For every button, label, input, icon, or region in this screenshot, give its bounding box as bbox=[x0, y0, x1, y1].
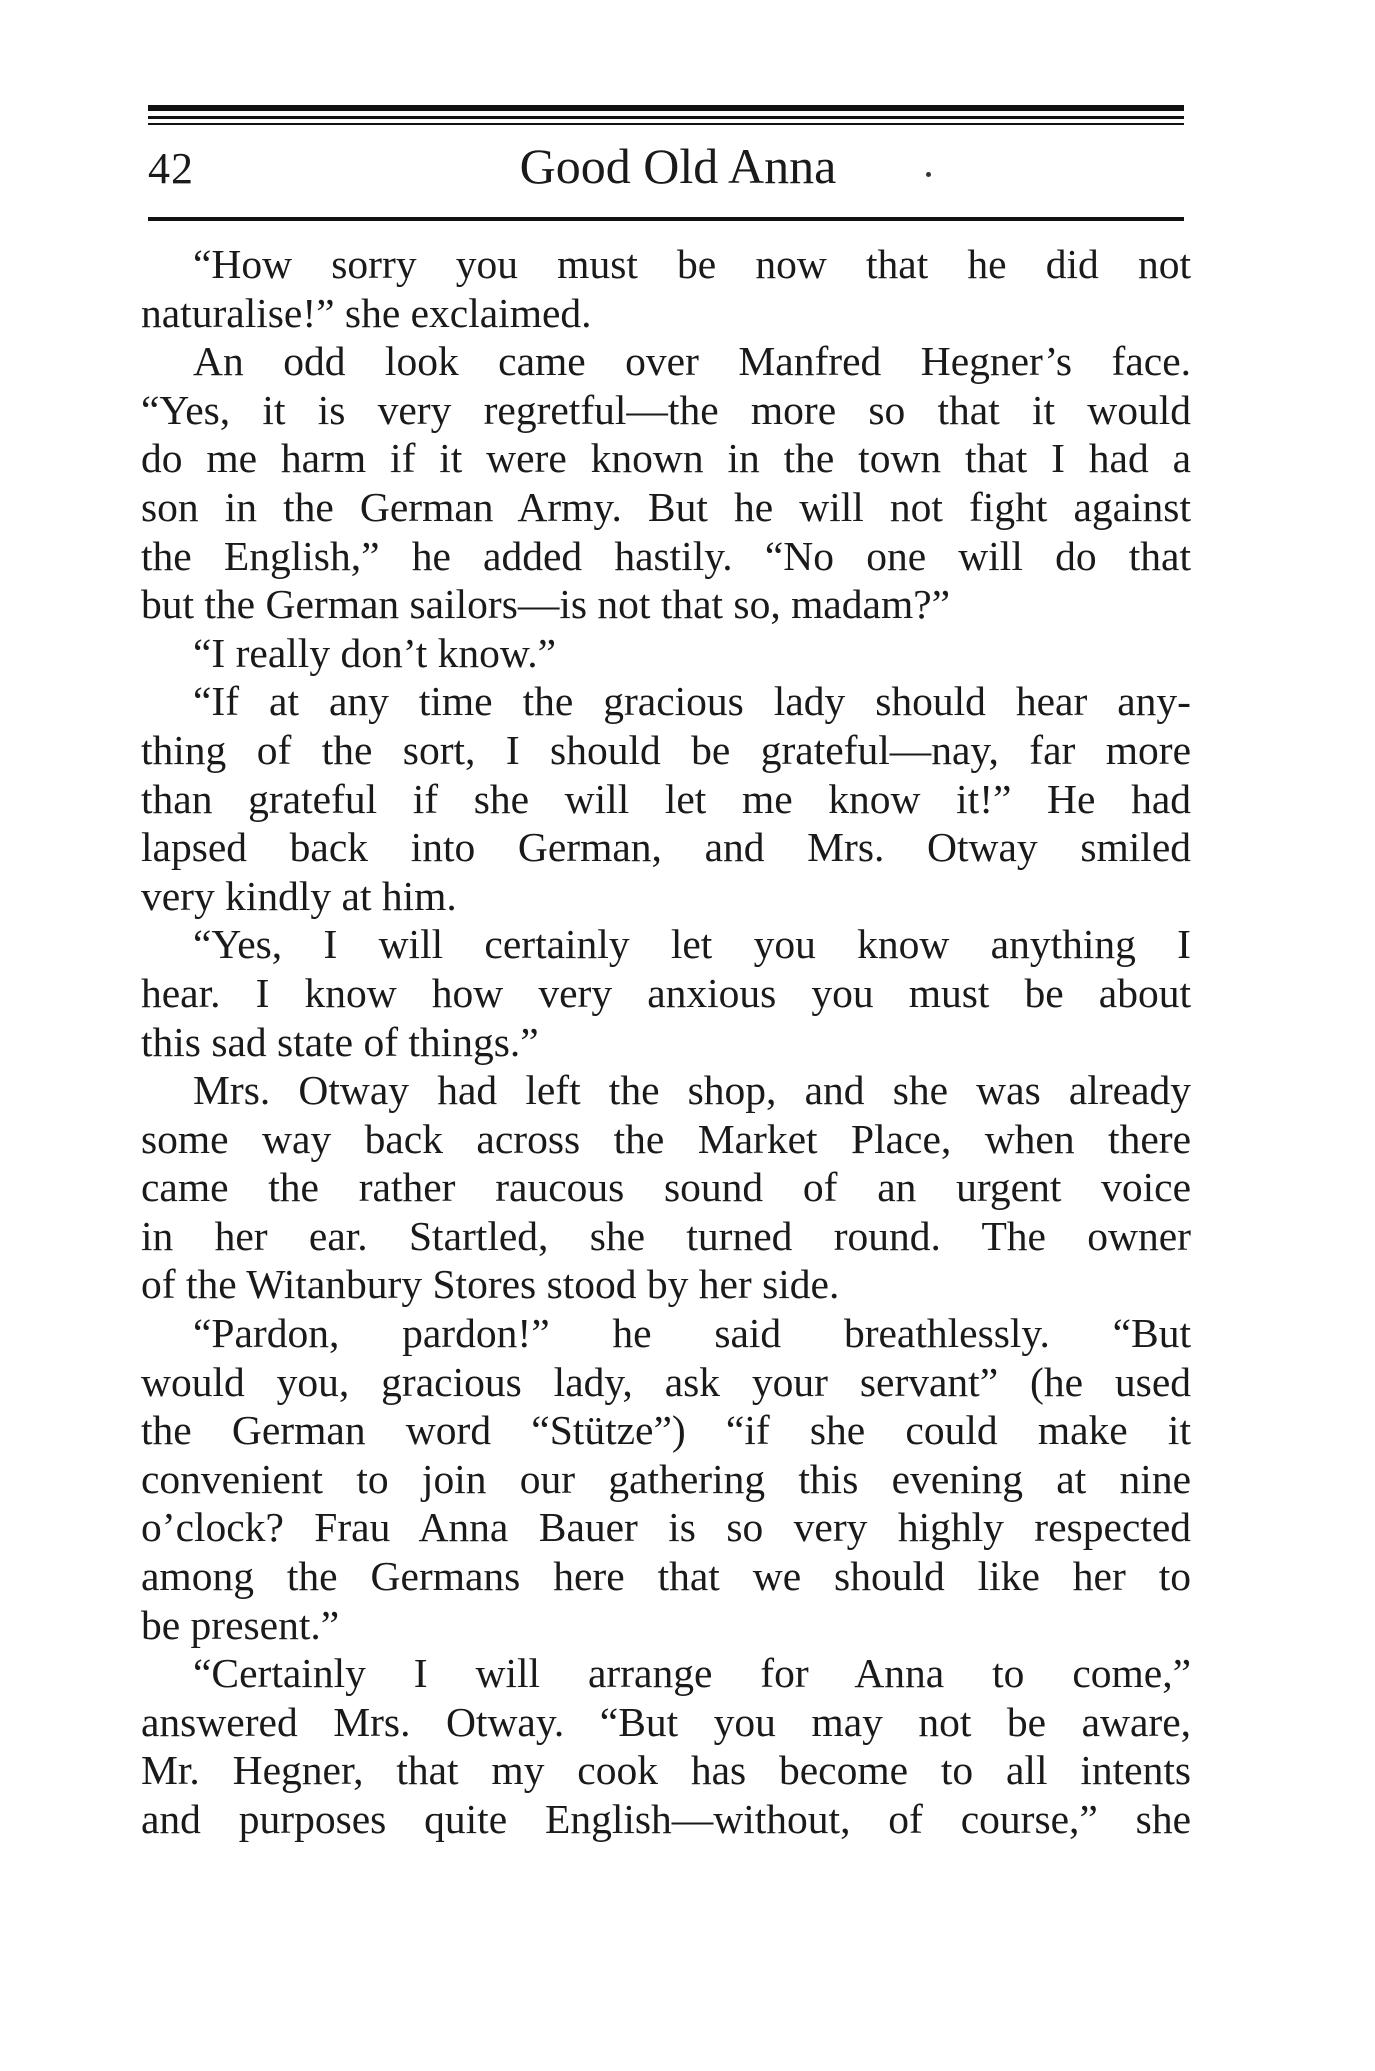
text-line: answered Mrs. Otway. “But you may not be aware, bbox=[141, 1698, 1191, 1745]
text-line: came the rather raucous sound of an urgent voice bbox=[141, 1164, 1191, 1211]
text-line: this sad state of things.” bbox=[141, 1018, 539, 1065]
body-text bbox=[141, 240, 1191, 1844]
printing-speck bbox=[926, 172, 931, 177]
header-rule-thin bbox=[148, 123, 1184, 125]
text-line: thing of the sort, I should be grateful—nay, far more bbox=[141, 726, 1191, 773]
text-line: “Yes, it is very regretful—the more so that it would bbox=[141, 386, 1191, 433]
text-line: An odd look came over Manfred Hegner’s face. bbox=[193, 338, 1191, 385]
text-line: Mr. Hegner, that my cook has become to all intents bbox=[141, 1747, 1191, 1794]
text-line: son in the German Army. But he will not fight against bbox=[141, 483, 1191, 530]
text-line: “Yes, I will certainly let you know anything I bbox=[193, 921, 1191, 968]
text-line: the German word “Stütze”) “if she could make it bbox=[141, 1407, 1191, 1454]
text-line: some way back across the Market Place, when there bbox=[141, 1115, 1191, 1162]
text-line: “I really don’t know.” bbox=[193, 629, 557, 676]
text-line: be present.” bbox=[141, 1601, 340, 1648]
text-line: very kindly at him. bbox=[141, 872, 457, 919]
text-line: but the German sailors—is not that so, madam?” bbox=[141, 581, 951, 628]
text-line: do me harm if it were known in the town that I had a bbox=[141, 435, 1191, 482]
text-line: in her ear. Startled, she turned round. The owner bbox=[141, 1212, 1191, 1259]
text-line: hear. I know how very anxious you must be about bbox=[141, 969, 1191, 1016]
running-title: Good Old Anna bbox=[519, 138, 837, 194]
text-line: would you, gracious lady, ask your servant” (he used bbox=[141, 1358, 1191, 1405]
header-rule-middle bbox=[148, 116, 1184, 119]
page-number: 42 bbox=[148, 144, 194, 193]
text-line: Mrs. Otway had left the shop, and she was already bbox=[193, 1067, 1191, 1114]
text-line: than grateful if she will let me know it!” He had bbox=[141, 775, 1191, 822]
text-line: and purposes quite English—without, of course,” she bbox=[141, 1796, 1191, 1842]
text-line: among the Germans here that we should like her to bbox=[141, 1553, 1191, 1600]
text-line: o’clock? Frau Anna Bauer is so very highly respected bbox=[141, 1504, 1191, 1551]
text-line: lapsed back into German, and Mrs. Otway smiled bbox=[141, 824, 1191, 871]
text-line: “Certainly I will arrange for Anna to come,” bbox=[193, 1650, 1191, 1697]
text-line: convenient to join our gathering this evening at nine bbox=[141, 1455, 1191, 1502]
text-line: “How sorry you must be now that he did not bbox=[193, 241, 1191, 287]
header-rule-thick bbox=[148, 105, 1184, 111]
text-line: “If at any time the gracious lady should hear any- bbox=[193, 678, 1191, 725]
text-line: naturalise!” she exclaimed. bbox=[141, 289, 592, 336]
text-line: the English,” he added hastily. “No one will do that bbox=[141, 532, 1191, 579]
header-underline-rule bbox=[148, 217, 1184, 221]
running-header bbox=[148, 137, 1184, 207]
text-line: “Pardon, pardon!” he said breathlessly. “But bbox=[193, 1310, 1191, 1357]
text-line: of the Witanbury Stores stood by her side. bbox=[141, 1261, 840, 1308]
